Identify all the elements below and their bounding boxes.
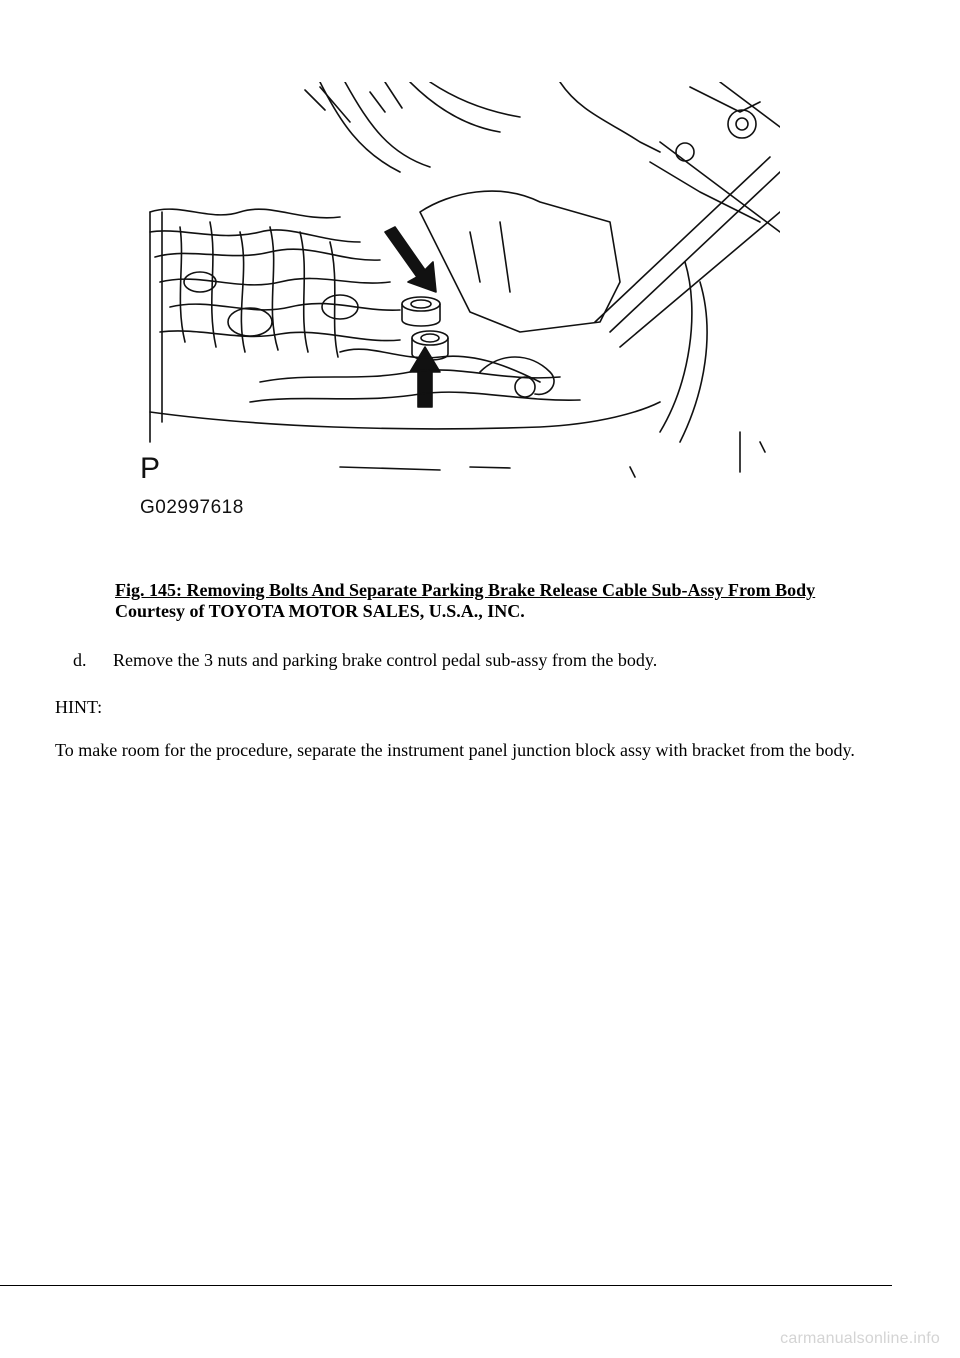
site-watermark: carmanualsonline.info xyxy=(780,1330,940,1347)
figure-view-letter: P xyxy=(140,452,161,485)
hint-label: HINT: xyxy=(55,697,103,717)
parking-brake-illustration xyxy=(140,82,780,522)
step-marker: d. xyxy=(73,650,87,670)
figure-caption xyxy=(115,580,815,622)
step-text: Remove the 3 nuts and parking brake control pedal sub-assy from the body. xyxy=(113,650,658,670)
figure-caption-courtesy: Courtesy of TOYOTA MOTOR SALES, U.S.A., INC. xyxy=(115,601,525,621)
illustration-drawing xyxy=(140,82,780,485)
hint-text: To make room for the procedure, separate the instrument panel junction block assy with bracket from the body. xyxy=(55,740,855,760)
procedure-step-d xyxy=(73,649,657,671)
figure-code: G02997618 xyxy=(140,497,244,518)
page-divider xyxy=(0,1285,892,1286)
figure-caption-title: Fig. 145: Removing Bolts And Separate Parking Brake Release Cable Sub-Assy From Body xyxy=(115,580,816,600)
